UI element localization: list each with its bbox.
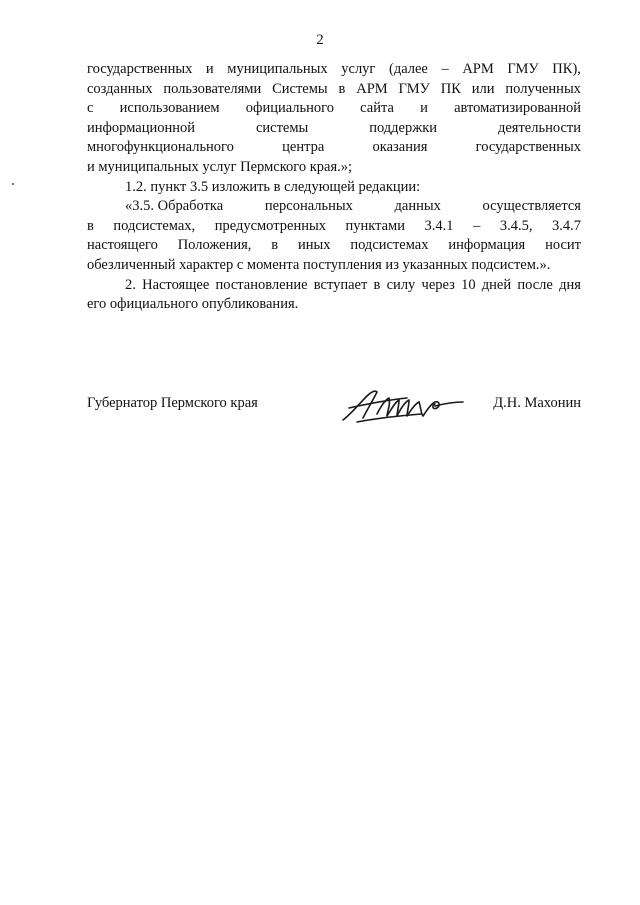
word: пунктами	[345, 217, 405, 234]
word: 3.4.1	[424, 217, 454, 234]
word: силу	[386, 276, 416, 293]
paragraph-1-line-4	[87, 119, 581, 139]
word: или	[471, 80, 495, 97]
word: дня	[559, 276, 581, 293]
word: ГМУ	[398, 80, 430, 97]
word: данных	[394, 198, 441, 215]
handwritten-signature	[337, 384, 467, 428]
word: 2.	[125, 276, 136, 293]
word: автоматизированной	[454, 100, 581, 117]
word: –	[441, 61, 449, 77]
word: осуществляется	[482, 198, 581, 215]
word: АРМ	[462, 61, 494, 77]
paragraph-3-line-4: обезличенный характер с момента поступления из указанных подсистем.».	[87, 256, 551, 273]
word: созданных	[87, 80, 153, 97]
paragraph-4-line-1	[87, 276, 581, 296]
word: деятельности	[497, 119, 581, 136]
word: через	[421, 276, 455, 293]
word: постановление	[215, 276, 308, 293]
paragraph-1-line-1	[87, 60, 581, 80]
word: многофункционального	[87, 139, 234, 156]
paragraph-3-line-3	[87, 236, 581, 256]
word: персональных	[264, 198, 353, 215]
word: «3.5. Обработка	[125, 198, 224, 215]
word: 10	[461, 276, 476, 293]
word: ГМУ	[507, 61, 539, 77]
word: АРМ	[356, 80, 388, 97]
word: ПК	[440, 80, 461, 97]
word: и	[205, 61, 214, 77]
paragraph-3-line-1	[87, 197, 581, 217]
word: в	[271, 237, 279, 254]
word: государственных	[87, 61, 193, 77]
word: системы	[255, 119, 309, 136]
word: в	[338, 80, 346, 97]
paragraph-1-line-6: и муниципальных услуг Пермского края.»;	[87, 158, 353, 175]
word: официального	[245, 100, 334, 117]
word: предусмотренных	[214, 217, 326, 234]
word: Системы	[272, 80, 328, 97]
word: поддержки	[369, 119, 438, 136]
word: и	[420, 100, 428, 117]
word: в	[87, 217, 94, 234]
word: государственных	[475, 139, 581, 156]
page-number: 2	[316, 32, 324, 48]
word: с	[87, 100, 94, 117]
word: услуг	[341, 61, 376, 77]
word: вступает	[313, 276, 368, 293]
word: информация	[448, 237, 526, 254]
paragraph-1-line-2	[87, 80, 581, 100]
paragraph-2: 1.2. пункт 3.5 изложить в следующей редакции:	[125, 178, 421, 195]
paragraph-1-line-5	[87, 138, 581, 158]
word: подсистемах,	[113, 217, 196, 234]
word: Настоящее	[142, 276, 210, 293]
word: в	[373, 276, 381, 293]
word: сайта	[360, 100, 394, 117]
word: Положения,	[177, 237, 252, 254]
word: полученных	[505, 80, 581, 97]
word: ПК),	[552, 61, 581, 77]
word: носит	[545, 237, 581, 254]
word: использованием	[119, 100, 220, 117]
word: подсистемах	[350, 237, 429, 254]
signatory-name: Д.Н. Махонин	[493, 395, 581, 411]
document-body	[87, 60, 581, 315]
word: информационной	[87, 119, 196, 136]
word: центра	[282, 139, 325, 156]
word: оказания	[372, 139, 428, 156]
word: иных	[297, 237, 331, 254]
signature-block	[87, 392, 581, 432]
word: дней	[481, 276, 512, 293]
signatory-title: Губернатор Пермского края	[87, 395, 258, 411]
word: пользователями	[163, 80, 262, 97]
word: муниципальных	[227, 61, 328, 77]
word: (далее	[388, 61, 428, 77]
word: –	[473, 217, 481, 234]
word: после	[517, 276, 553, 293]
paragraph-1-line-3	[87, 99, 581, 119]
margin-mark	[12, 183, 14, 185]
paragraph-3-line-2	[87, 217, 581, 237]
word: настоящего	[87, 237, 158, 254]
word: 3.4.7	[552, 217, 581, 234]
paragraph-4-line-2: его официального опубликования.	[87, 296, 299, 313]
word: 3.4.5,	[499, 217, 533, 234]
